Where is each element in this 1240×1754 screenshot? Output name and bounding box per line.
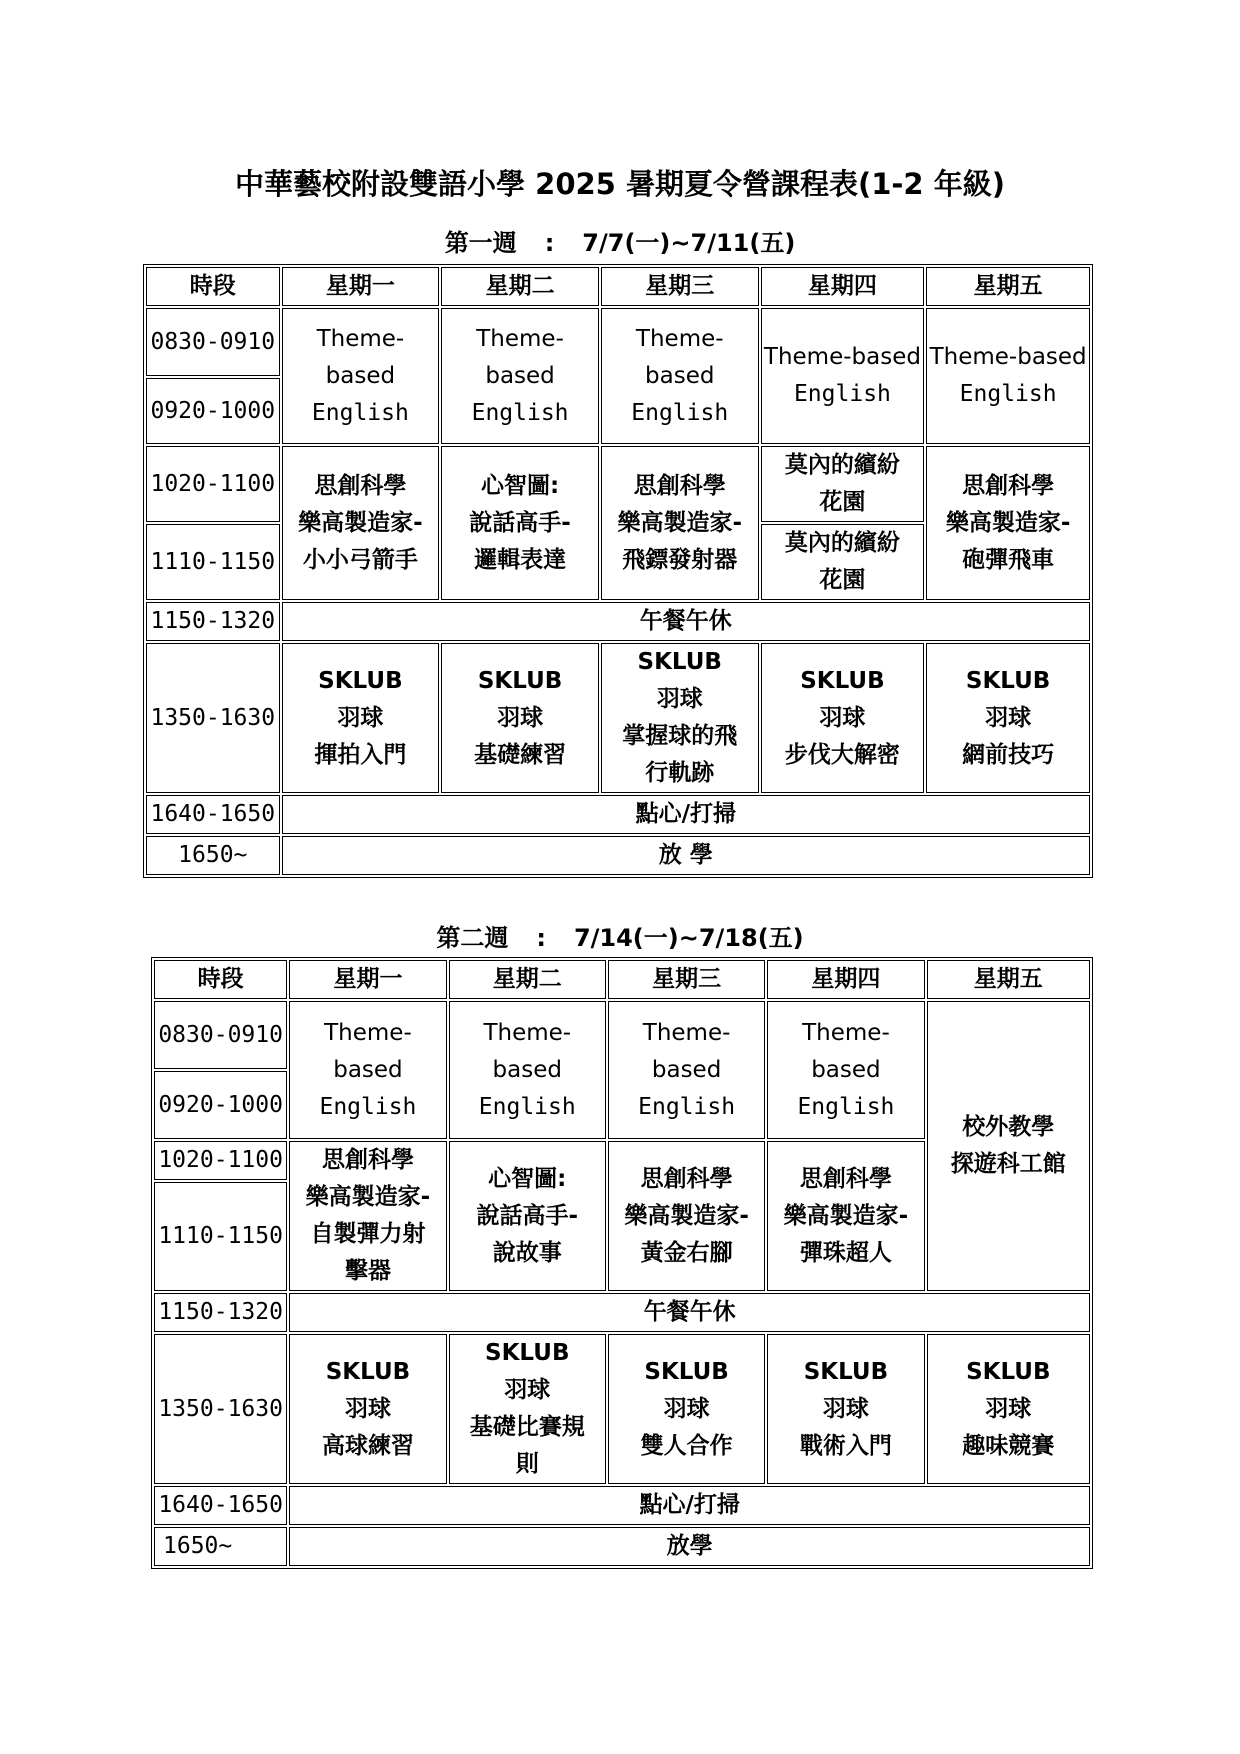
lunch-cell: 午餐午休 (289, 1293, 1090, 1332)
header-time-slot: 時段 (154, 960, 287, 999)
afternoon-cell-monday (282, 643, 440, 793)
table-row (146, 446, 1090, 522)
english-cell-thursday (761, 308, 925, 444)
english-line2: English (797, 1093, 895, 1120)
time-cell: 0920-1000 (154, 1071, 287, 1139)
week1-label: 第一週 (444, 229, 517, 257)
english-cell-tuesday (449, 1001, 606, 1139)
header-monday: 星期一 (282, 267, 440, 306)
class-line: 步伐大解密 (784, 741, 900, 768)
time-cell: 1110-1150 (154, 1182, 287, 1291)
english-line1: Theme-based (476, 325, 564, 389)
header-wednesday: 星期三 (601, 267, 759, 306)
afternoon-cell-tuesday (441, 643, 599, 793)
class-line: 黃金右腳 (640, 1239, 733, 1266)
header-wednesday: 星期三 (608, 960, 765, 999)
class-line: 高球練習 (321, 1432, 414, 1459)
class-line: 說話高手- (469, 509, 571, 536)
table-row (146, 795, 1090, 834)
class-line: 校外教學 (962, 1114, 1055, 1140)
header-time-slot: 時段 (146, 267, 280, 306)
snack-cell: 點心/打掃 (282, 795, 1090, 834)
time-cell: 1640-1650 (146, 795, 280, 834)
snack-cell: 點心/打掃 (289, 1486, 1090, 1525)
afternoon-cell-thursday (761, 643, 925, 793)
class-line: SKLUB (965, 667, 1051, 694)
class-line: 樂高製造家- (617, 509, 743, 536)
field-trip-cell-friday (927, 1001, 1090, 1291)
time-cell: 1640-1650 (154, 1486, 287, 1525)
class-line: SKLUB (637, 649, 722, 675)
class-line: SKLUB (477, 667, 563, 694)
class-cell-tuesday (449, 1141, 606, 1291)
week1-range: 7/7(一)~7/11(五) (582, 229, 796, 257)
week1-schedule-table (143, 264, 1093, 878)
time-cell: 1020-1100 (146, 446, 280, 522)
english-line1: Theme-based (324, 1019, 412, 1083)
class-line: 心智圖: (488, 1165, 567, 1192)
english-line2: English (319, 1093, 417, 1120)
table-row (154, 1334, 1090, 1484)
class-line: 邏輯表達 (474, 546, 567, 573)
english-line1: Theme-based (635, 325, 724, 389)
week2-title (0, 923, 1240, 953)
header-friday: 星期五 (927, 960, 1090, 999)
header-thursday: 星期四 (767, 960, 924, 999)
class-line: 思創科學 (799, 1165, 892, 1192)
class-cell-wednesday (608, 1141, 765, 1291)
english-cell-monday (282, 308, 440, 444)
class-line: SKLUB (485, 1340, 570, 1366)
time-cell: 1150-1320 (146, 602, 280, 641)
english-line1: Theme-based (929, 344, 1087, 370)
english-line1: Theme-based (642, 1019, 731, 1083)
afternoon-cell-monday (289, 1334, 446, 1484)
english-cell-monday (289, 1001, 446, 1139)
class-line: 思創科學 (321, 1147, 414, 1173)
class-line: 基礎比賽規 (469, 1414, 585, 1440)
time-cell: 0920-1000 (146, 378, 280, 444)
english-line2: English (793, 381, 891, 407)
table-row (146, 602, 1090, 641)
class-line: 樂高製造家- (945, 509, 1071, 536)
class-cell-friday (926, 446, 1090, 600)
document-title: 中華藝校附設雙語小學 2025 暑期夏令營課程表(1-2 年級) (235, 167, 1005, 201)
class-line: SKLUB (803, 1358, 889, 1385)
class-line: 莫內的繽紛 (784, 452, 900, 478)
english-line2: English (638, 1093, 736, 1120)
class-line: 砲彈飛車 (962, 546, 1055, 573)
table-row (146, 267, 1090, 306)
class-cell-thursday-b (761, 524, 925, 600)
class-line: 羽球 (337, 704, 384, 731)
english-cell-thursday (767, 1001, 924, 1139)
english-line2: English (478, 1093, 576, 1120)
class-cell-thursday (767, 1141, 924, 1291)
dismiss-cell: 放 學 (282, 836, 1090, 875)
class-line: SKLUB (966, 1358, 1051, 1385)
english-line1: Theme-based (802, 1019, 890, 1083)
class-line: 基礎練習 (474, 741, 567, 768)
class-line: 說故事 (492, 1239, 562, 1266)
english-line2: English (311, 399, 409, 426)
table-row (154, 1001, 1090, 1069)
table-row (154, 1527, 1090, 1566)
time-cell: 0830-0910 (146, 308, 280, 376)
english-cell-wednesday (601, 308, 759, 444)
afternoon-cell-thursday (767, 1334, 924, 1484)
class-line: 說話高手- (476, 1202, 579, 1229)
class-line: 心智圖: (480, 472, 560, 499)
time-cell: 1110-1150 (146, 524, 280, 600)
afternoon-cell-wednesday (608, 1334, 765, 1484)
time-cell: 0830-0910 (154, 1001, 287, 1069)
table-row (146, 308, 1090, 376)
week1-colon: : (544, 229, 555, 257)
time-cell: 1650~ (154, 1527, 287, 1566)
class-line: 羽球 (822, 1395, 869, 1422)
english-line1: Theme-based (483, 1019, 572, 1083)
class-line: 戰術入門 (799, 1432, 892, 1459)
class-line: SKLUB (318, 667, 403, 694)
class-line: 行軌跡 (645, 760, 715, 786)
class-line: 樂高製造家- (783, 1202, 909, 1229)
class-line: 探遊科工館 (950, 1151, 1066, 1177)
header-tuesday: 星期二 (441, 267, 599, 306)
class-line: 掌握球的飛 (622, 723, 738, 749)
week2-label: 第二週 (436, 924, 509, 952)
class-line: 自製彈力射 (310, 1221, 426, 1247)
time-cell: 1350-1630 (154, 1334, 287, 1484)
week2-range: 7/14(一)~7/18(五) (573, 924, 804, 952)
english-line2: English (959, 381, 1057, 407)
class-line: 思創科學 (640, 1165, 733, 1192)
english-line1: Theme-based (763, 344, 921, 370)
afternoon-cell-friday (927, 1334, 1090, 1484)
class-cell-monday (282, 446, 440, 600)
english-cell-friday (926, 308, 1090, 444)
class-line: 羽球 (985, 704, 1032, 731)
table-row (154, 960, 1090, 999)
class-line: 思創科學 (314, 472, 407, 499)
afternoon-cell-friday (926, 643, 1090, 793)
week2-colon: : (536, 924, 546, 952)
class-cell-monday (289, 1141, 446, 1291)
class-line: 羽球 (344, 1395, 391, 1422)
class-line: 羽球 (504, 1377, 551, 1403)
class-line: 羽球 (497, 704, 544, 731)
week2-schedule-table (151, 957, 1093, 1569)
table-row (154, 1486, 1090, 1525)
class-line: 趣味競賽 (962, 1432, 1055, 1459)
header-monday: 星期一 (289, 960, 446, 999)
class-line: 則 (515, 1451, 539, 1477)
header-friday: 星期五 (926, 267, 1090, 306)
lunch-cell: 午餐午休 (282, 602, 1090, 641)
class-line: 彈珠超人 (799, 1239, 892, 1266)
afternoon-cell-wednesday (601, 643, 759, 793)
class-line: 花園 (819, 489, 866, 515)
time-cell: 1020-1100 (154, 1141, 287, 1180)
header-tuesday: 星期二 (449, 960, 606, 999)
class-line: 羽球 (819, 704, 866, 731)
dismiss-cell: 放學 (289, 1527, 1090, 1566)
table-row (146, 836, 1090, 875)
english-cell-tuesday (441, 308, 599, 444)
time-cell: 1650~ (146, 836, 280, 875)
class-line: 花園 (819, 567, 866, 593)
class-line: SKLUB (325, 1358, 411, 1385)
class-line: 樂高製造家- (305, 1184, 431, 1210)
english-line2: English (631, 399, 729, 426)
class-line: 莫內的繽紛 (784, 530, 900, 556)
class-line: 樂高製造家- (298, 509, 423, 536)
class-line: SKLUB (644, 1358, 729, 1385)
table-row (154, 1293, 1090, 1332)
afternoon-cell-tuesday (449, 1334, 606, 1484)
table-row (146, 643, 1090, 793)
class-line: 小小弓箭手 (302, 546, 418, 573)
class-line: 羽球 (656, 686, 703, 712)
class-cell-thursday-a (761, 446, 925, 522)
time-cell: 1150-1320 (154, 1293, 287, 1332)
time-cell: 1350-1630 (146, 643, 280, 793)
class-line: 羽球 (985, 1395, 1032, 1422)
class-line: 樂高製造家- (624, 1202, 749, 1229)
header-thursday: 星期四 (761, 267, 925, 306)
class-cell-wednesday (601, 446, 759, 600)
class-line: 網前技巧 (962, 741, 1055, 768)
class-line: 雙人合作 (640, 1432, 733, 1459)
class-line: 擊器 (344, 1258, 391, 1284)
class-line: 羽球 (663, 1395, 710, 1422)
english-cell-wednesday (608, 1001, 765, 1139)
class-cell-tuesday (441, 446, 599, 600)
class-line: 思創科學 (962, 472, 1055, 499)
class-line: SKLUB (800, 667, 885, 694)
class-line: 揮拍入門 (314, 741, 407, 768)
english-line2: English (471, 399, 569, 426)
class-line: 思創科學 (633, 472, 726, 499)
english-line1: Theme-based (316, 325, 405, 389)
class-line: 飛鏢發射器 (622, 546, 738, 573)
week1-title (0, 228, 1240, 258)
